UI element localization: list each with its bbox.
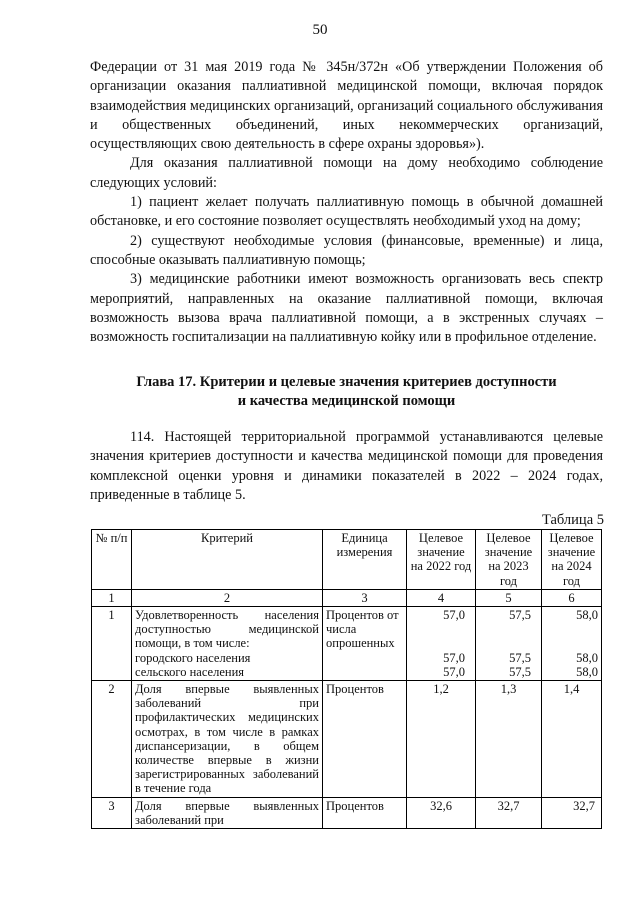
criterion-text: Удовлетворенность населения доступностью медицинской помощи, в том числе: [135,608,319,651]
value-rural: 58,0 [576,664,598,679]
paragraph-5: 3) медицинские работники имеют возможность организовать весь спектр мероприятий, направленных на оказание паллиативной помощи, включая возможность вызова врача паллиативной помощи, а в экстренных случаях – возможность госпитализации на паллиативную койку или в профильное отделение. [90,271,603,346]
value-urban: 57,5 [509,650,531,665]
paragraph-2: Для оказания паллиативной помощи на дому необходимо соблюдение следующих условий: [90,155,603,191]
header-unit: Единица измерения [323,530,407,590]
criterion-sub-urban: городского населения [135,650,251,665]
table-caption: Таблица 5 [541,512,604,528]
paragraph-114: 114. Настоящей территориальной программой устанавливаются целевые значения критериев доступности и качества медицинской помощи для проведения комплексной оценки уровня и динамики показателей в 2022 – 2024 годах, приведенные в таблице 5. [90,429,603,503]
paragraph-1: Федерации от 31 мая 2019 года № 345н/372н «Об утверждении Положения об организации оказания паллиативной медицинской помощи, включая порядок взаимодействия медицинских организаций, организаций социального обслуживания и общественных объединений, иных некоммерческих организаций, осуществляющих свою деятельность в сфере охраны здоровья»). [90,59,603,153]
row-num: 3 [92,797,132,828]
row-unit: Процентов [323,681,407,798]
col-number: 1 [92,589,132,606]
table-row [92,681,602,798]
row-value-2022: 1,2 [407,681,476,798]
row-num: 1 [92,607,132,681]
table-row [92,797,602,828]
page-number: 50 [312,22,328,38]
row-value-2022: 32,6 [407,797,476,828]
row-value-2024 [542,607,602,681]
header-2022: Целевое значение на 2022 год [407,530,476,590]
chapter-heading-line-1: Глава 17. Критерии и целевые значения критериев доступности [136,374,557,390]
row-value-2023: 1,3 [476,681,542,798]
row-unit: Процентов [323,797,407,828]
col-number: 3 [323,589,407,606]
criteria-table [91,529,602,829]
col-number: 2 [132,589,323,606]
value-total: 57,5 [509,608,531,623]
paragraph-4: 2) существуют необходимые условия (финансовые, временные) и лица, способные оказывать паллиативную помощь; [90,232,603,268]
body-text [90,58,603,347]
criterion-sub-rural: сельского населения [135,664,245,679]
row-num: 2 [92,681,132,798]
value-total: 58,0 [576,608,598,623]
header-2024: Целевое значение на 2024 год [542,530,602,590]
value-urban: 58,0 [576,650,598,665]
header-num: № п/п [92,530,132,590]
row-value-2022 [407,607,476,681]
row-value-2023 [476,607,542,681]
row-criterion [132,607,323,681]
value-rural: 57,5 [509,664,531,679]
col-number: 5 [476,589,542,606]
value-total: 57,0 [443,608,465,623]
row-value-2023: 32,7 [476,797,542,828]
row-unit: Процентов от числа опрошенных [323,607,407,681]
col-number: 6 [542,589,602,606]
section-114 [90,428,603,505]
row-value-2024: 32,7 [542,797,602,828]
table-row [92,607,602,681]
header-criterion: Критерий [132,530,323,590]
chapter-heading-line-2: и качества медицинской помощи [237,393,456,409]
paragraph-3: 1) пациент желает получать паллиативную помощь в обычной домашней обстановке, и его состояние позволяет осуществлять необходимый уход на дому; [90,194,603,230]
chapter-heading [90,373,603,411]
row-criterion: Доля впервые выявленных заболеваний при [132,797,323,828]
header-2023: Целевое значение на 2023 год [476,530,542,590]
column-numbers-row [92,589,602,606]
value-rural: 57,0 [443,664,465,679]
table-header-row [92,530,602,590]
value-urban: 57,0 [443,650,465,665]
col-number: 4 [407,589,476,606]
row-value-2024: 1,4 [542,681,602,798]
row-criterion: Доля впервые выявленных заболеваний при профилактических медицинских осмотрах, в том числе в рамках диспансеризации, в общем количестве впервые в жизни зарегистрированных заболеваний в течение года [132,681,323,798]
